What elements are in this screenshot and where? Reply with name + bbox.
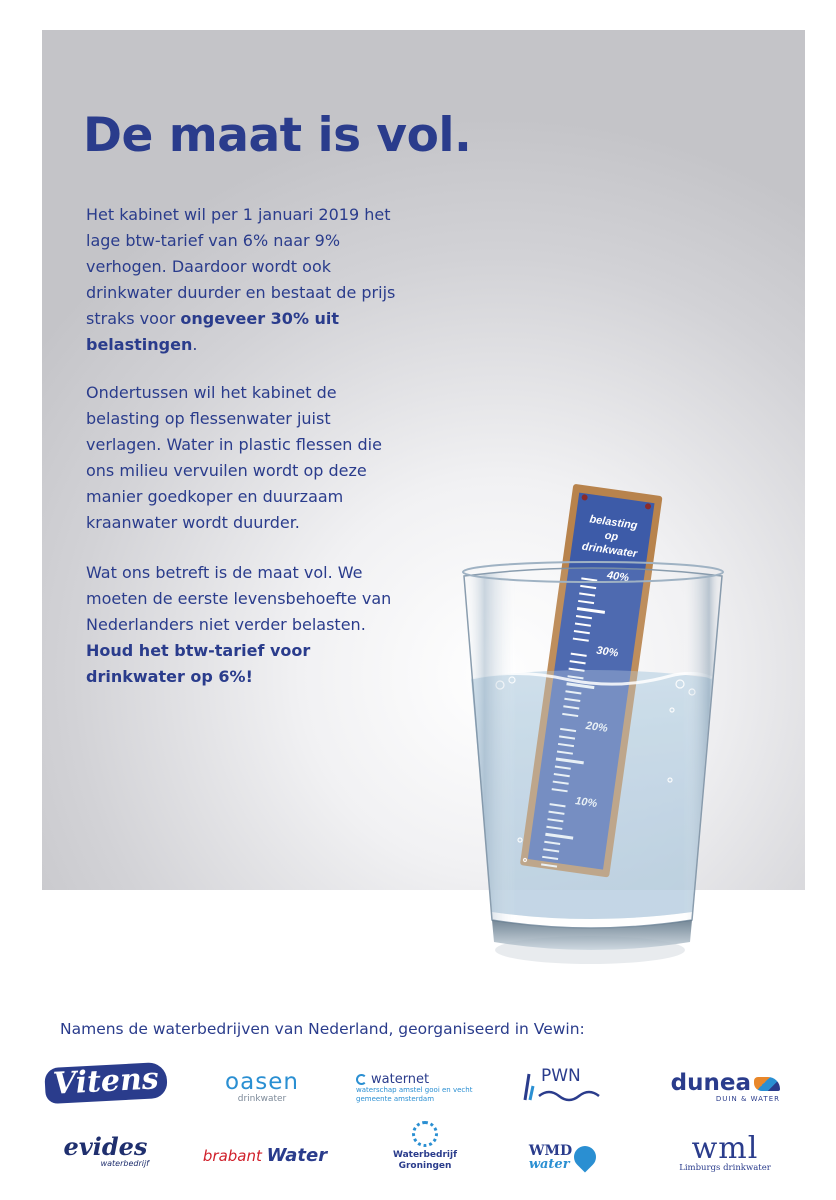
paragraph-3-bold: Houd het btw-tarief voor drinkwater op 6%! bbox=[86, 641, 311, 686]
logo-dunea-title bbox=[671, 1072, 780, 1095]
logo-vitens[interactable] bbox=[51, 1061, 160, 1104]
ruler-label-1: belasting bbox=[588, 513, 639, 532]
footer-text: Namens de waterbedrijven van Nederland, georganiseerd in Vewin: bbox=[60, 1020, 585, 1038]
logo-wml[interactable] bbox=[670, 1130, 780, 1178]
logo-dunea-sub: DUIN & WATER bbox=[715, 1095, 780, 1104]
logo-wml-sub: Limburgs drinkwater bbox=[679, 1163, 771, 1174]
logo-oasen[interactable] bbox=[212, 1068, 312, 1108]
groningen-dots-icon bbox=[412, 1121, 438, 1147]
logo-oasen-sub: drinkwater bbox=[237, 1094, 287, 1105]
logo-waternet-sub2: gemeente amsterdam bbox=[356, 1094, 435, 1103]
paragraph-1-bold: ongeveer 30% uit belastingen bbox=[86, 309, 340, 354]
ruler-label-3: drinkwater bbox=[581, 540, 638, 561]
logo-waternet[interactable] bbox=[356, 1070, 491, 1106]
paragraph-vat-increase bbox=[86, 202, 396, 358]
logo-brabant-water[interactable] bbox=[200, 1142, 330, 1170]
logo-oasen-text: oasen bbox=[225, 1069, 299, 1096]
paragraph-1-text: Het kabinet wil per 1 januari 2019 het lage btw-tarief van 6% naar 9% verhogen. Daardoor wordt ook drinkwater duurder en bestaat de prijs straks voor bbox=[86, 205, 396, 328]
logo-waternet-title bbox=[356, 1073, 429, 1086]
ruler-label-2: op bbox=[603, 529, 619, 544]
logo-waternet-sub1: waterschap amstel gooi en vecht bbox=[356, 1086, 473, 1095]
logo-pwn-text: PWN bbox=[541, 1066, 581, 1086]
logo-pwn[interactable] bbox=[515, 1066, 610, 1108]
logo-wmd-water[interactable] bbox=[520, 1136, 605, 1178]
logo-dunea-text: dunea bbox=[670, 1070, 751, 1097]
logo-wml-text: wml bbox=[691, 1131, 759, 1167]
logo-brabant-title bbox=[203, 1147, 327, 1165]
paragraph-call-to-action bbox=[86, 560, 396, 690]
wmd-drop-icon bbox=[570, 1141, 601, 1172]
logo-wmd-line2: water bbox=[528, 1156, 570, 1172]
logo-dunea[interactable] bbox=[665, 1068, 780, 1108]
logo-brabant-text-2: Water bbox=[266, 1145, 328, 1166]
glass-with-ruler-svg bbox=[440, 480, 740, 1000]
logo-groningen-line1: Waterbedrijf bbox=[392, 1149, 458, 1160]
headline: De maat is vol. bbox=[83, 108, 472, 163]
logo-waterbedrijf-groningen[interactable] bbox=[380, 1116, 470, 1176]
logo-vitens-text: Vitens bbox=[44, 1062, 168, 1104]
water-glass-illustration bbox=[440, 480, 740, 1000]
logo-evides-text: evides bbox=[63, 1132, 148, 1162]
paragraph-bottled-water bbox=[86, 380, 396, 536]
logo-waternet-text: waternet bbox=[371, 1072, 430, 1088]
glass-outline bbox=[464, 568, 722, 928]
logo-evides[interactable] bbox=[58, 1128, 153, 1176]
paragraph-1-after: . bbox=[192, 335, 198, 354]
paragraph-3-text: Wat ons betreft is de maat vol. We moeten de eerste levensbehoefte van Nederlanders niet verder belasten. bbox=[86, 563, 392, 634]
logo-wmd-line1: WMD bbox=[528, 1142, 573, 1159]
dunea-wave-icon bbox=[754, 1077, 780, 1091]
paragraph-2-text: Ondertussen wil het kabinet de belasting op flessenwater juist verlagen. Water in plastic flessen die ons milieu vervuilen wordt op deze manier goedkoper en duurzaam kraanwater wordt duurder. bbox=[86, 383, 382, 532]
logo-evides-sub: waterbedrijf bbox=[100, 1159, 149, 1169]
waternet-swirl-icon bbox=[356, 1074, 367, 1085]
logo-brabant-text-1: brabant bbox=[202, 1147, 262, 1165]
logo-wmd-title bbox=[529, 1144, 572, 1171]
logo-groningen-line2: Groningen bbox=[398, 1160, 452, 1171]
